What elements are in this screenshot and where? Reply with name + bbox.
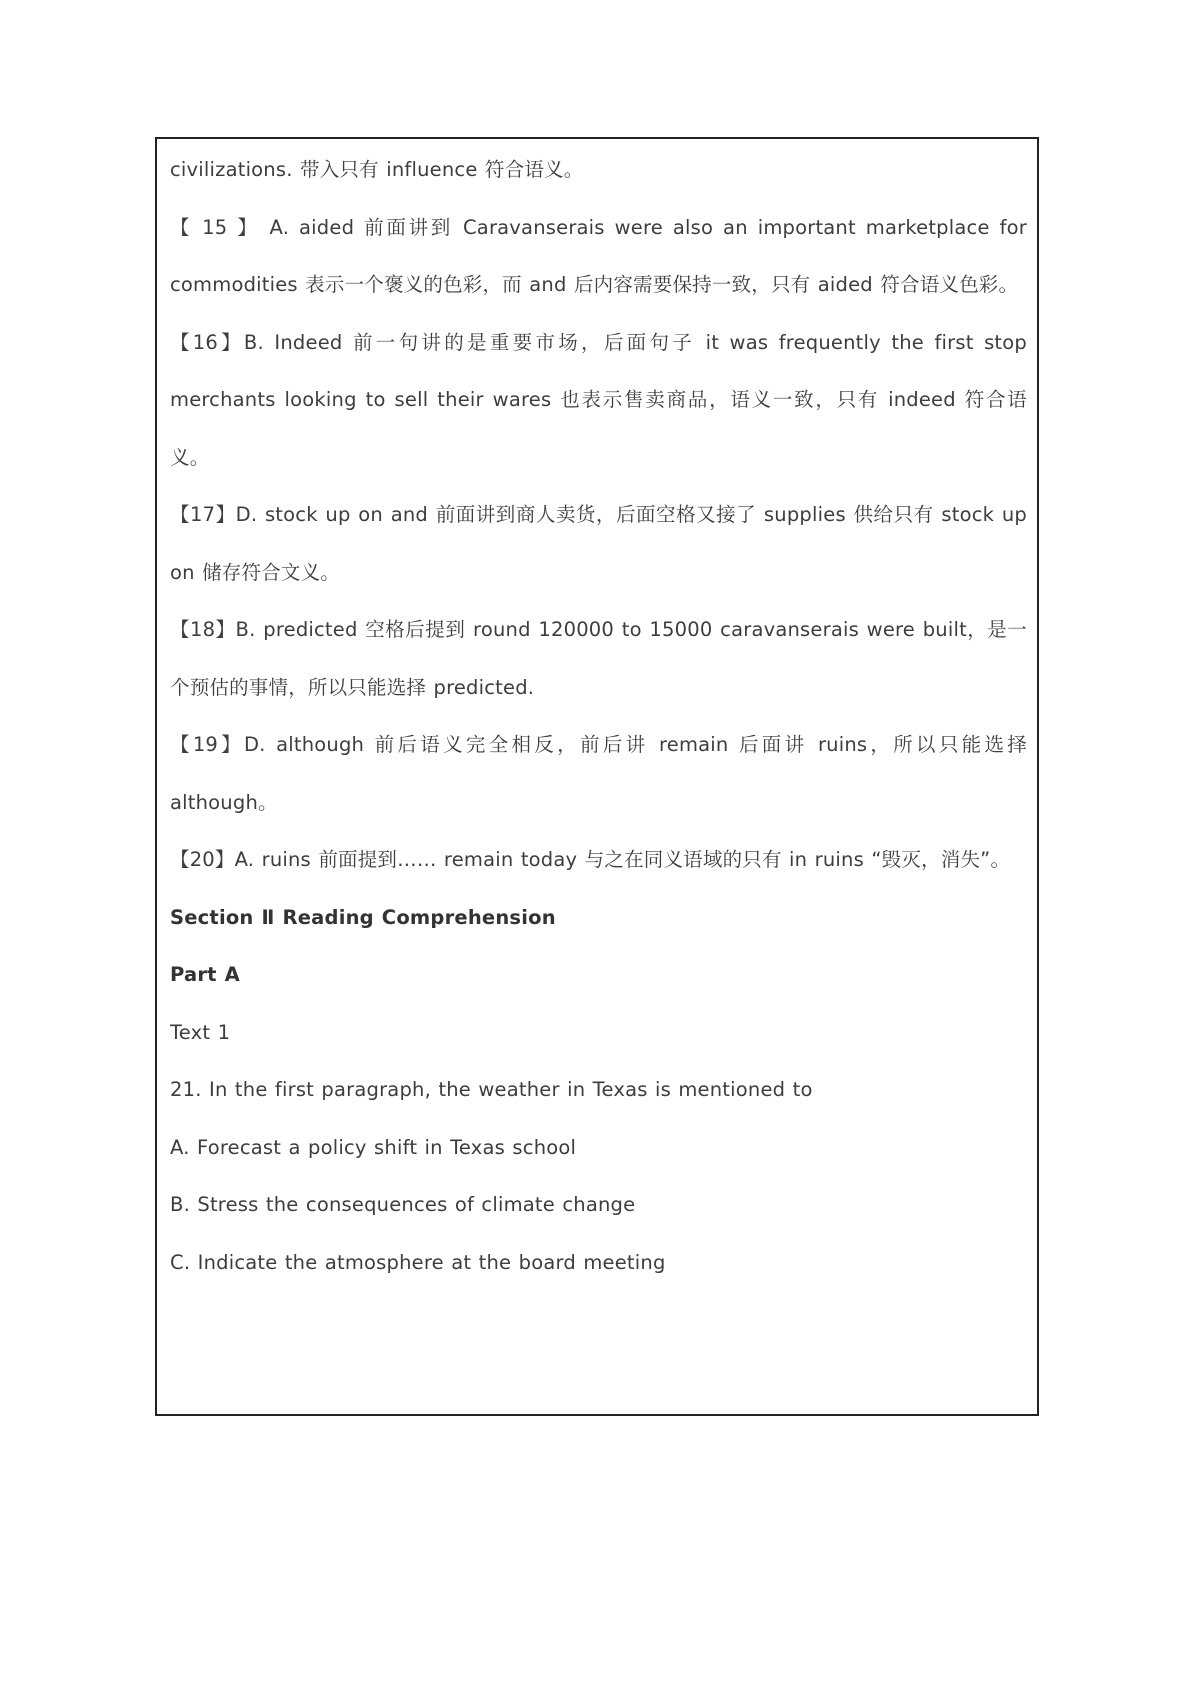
- question-21-option-a: A. Forecast a policy shift in Texas school: [170, 1135, 577, 1159]
- question-21-option-c: C. Indicate the atmosphere at the board meeting: [170, 1250, 666, 1274]
- answer-explanation-18: 【18】B. predicted 空格后提到 round 120000 to 15000 caravanserais were built，是一个预估的事情，所以只能选择 predicted.: [170, 618, 1027, 699]
- text-1-label: Text 1: [170, 1020, 231, 1044]
- answer-explanation-16: 【16】B. Indeed 前一句讲的是重要市场，后面句子 it was frequently the first stop merchants looking to sell their wares 也表示售卖商品，语义一致，只有 indeed 符合语义。: [170, 330, 1027, 469]
- answer-explanation-14-continuation: civilizations. 带入只有 influence 符合语义。: [170, 158, 584, 181]
- question-21: 21. In the first paragraph, the weather in Texas is mentioned to: [170, 1078, 813, 1101]
- section-heading: Section Ⅱ Reading Comprehension: [170, 905, 556, 929]
- question-21-option-b: B. Stress the consequences of climate change: [170, 1193, 636, 1216]
- answer-explanation-20: 【20】A. ruins 前面提到…… remain today 与之在同义语域的只有 in ruins “毁灭，消失”。: [170, 848, 1011, 871]
- answer-explanation-17: 【17】D. stock up on and 前面讲到商人卖货，后面空格又接了 supplies 供给只有 stock up on 储存符合文义。: [170, 503, 1027, 584]
- part-a-heading: Part A: [170, 963, 240, 986]
- content-box: [155, 137, 1039, 1416]
- answer-explanation-15: 【 15 】 A. aided 前面讲到 Caravanserais were also an important marketplace for commodities 表示一个褒义的色彩，而 and 后内容需要保持一致，只有 aided 符合语义色彩。: [170, 215, 1027, 296]
- answer-explanation-19: 【19】D. although 前后语义完全相反，前后讲 remain 后面讲 ruins，所以只能选择 although。: [170, 733, 1027, 814]
